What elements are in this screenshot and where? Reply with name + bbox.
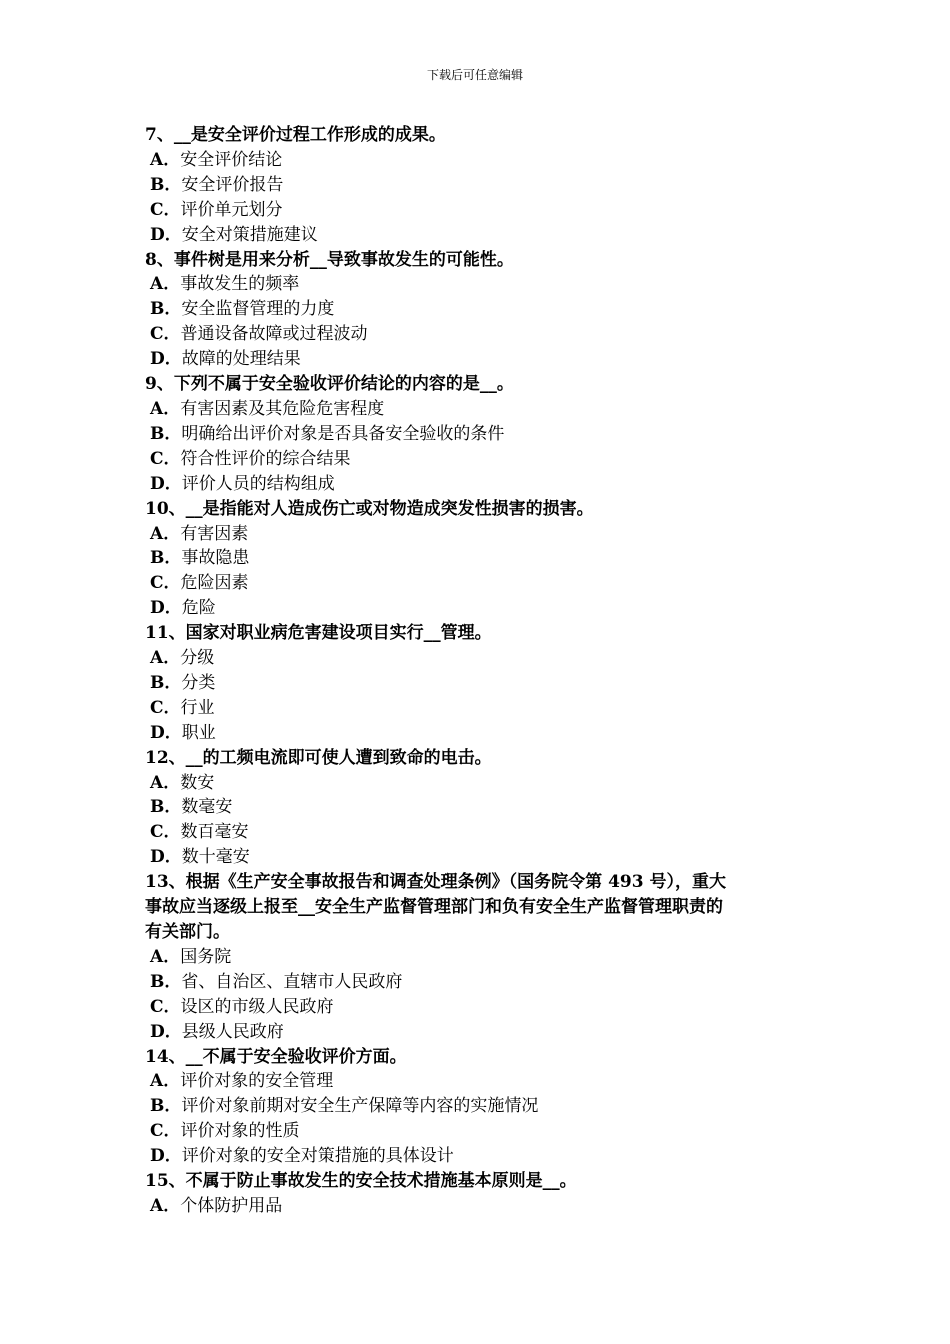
option-d: D．危险 bbox=[150, 598, 216, 619]
option-d: D．评价对象的安全对策措施的具体设计 bbox=[150, 1146, 454, 1167]
question-stem: 9、下列不属于安全验收评价结论的内容的是__。 bbox=[145, 374, 514, 395]
option-b: B．省、自治区、直辖市人民政府 bbox=[150, 971, 403, 992]
option-d: D．职业 bbox=[150, 722, 216, 743]
option-c: C．数百毫安 bbox=[150, 822, 249, 843]
option-c: C．评价对象的性质 bbox=[150, 1121, 300, 1142]
option-c: C．行业 bbox=[150, 697, 215, 718]
question-list bbox=[145, 123, 810, 1219]
option-d: D．安全对策措施建议 bbox=[150, 224, 318, 245]
option-c: C．普通设备故障或过程波动 bbox=[150, 324, 368, 345]
option-b: B．评价对象前期对安全生产保障等内容的实施情况 bbox=[150, 1096, 539, 1117]
question-stem: 14、__不属于安全验收评价方面。 bbox=[145, 1046, 407, 1067]
option-d: D．数十毫安 bbox=[150, 847, 250, 868]
question-stem-line: 有关部门。 bbox=[145, 922, 230, 942]
option-a: A．个体防护用品 bbox=[150, 1195, 283, 1216]
option-c: C．评价单元划分 bbox=[150, 199, 283, 220]
question-stem: 7、__是安全评价过程工作形成的成果。 bbox=[145, 125, 446, 145]
question-stem: 8、事件树是用来分析__导致事故发生的可能性。 bbox=[145, 249, 514, 270]
option-d: D．县级人民政府 bbox=[150, 1021, 284, 1042]
question-stem: 11、国家对职业病危害建设项目实行__管理。 bbox=[145, 623, 492, 644]
question-stem-line: 13、根据《生产安全事故报告和调查处理条例》（国务院令第 493 号），重大 bbox=[145, 872, 726, 893]
option-a: A．分级 bbox=[150, 648, 215, 669]
option-b: B．事故隐患 bbox=[150, 548, 250, 569]
question-stem: 10、__是指能对人造成伤亡或对物造成突发性损害的损害。 bbox=[145, 498, 594, 519]
option-a: A．国务院 bbox=[150, 946, 232, 967]
option-a: A．评价对象的安全管理 bbox=[150, 1071, 334, 1092]
option-b: B．数毫安 bbox=[150, 797, 233, 818]
option-a: A．有害因素 bbox=[150, 523, 249, 544]
option-a: A．安全评价结论 bbox=[150, 149, 283, 170]
option-d: D．评价人员的结构组成 bbox=[150, 473, 335, 494]
option-b: B．安全监督管理的力度 bbox=[150, 299, 335, 320]
option-c: C．设区的市级人民政府 bbox=[150, 996, 334, 1017]
option-c: C．符合性评价的综合结果 bbox=[150, 448, 351, 469]
option-b: B．明确给出评价对象是否具备安全验收的条件 bbox=[150, 423, 505, 444]
question-stem: 12、__的工频电流即可使人遭到致命的电击。 bbox=[145, 747, 492, 768]
option-a: A．有害因素及其危险危害程度 bbox=[150, 398, 385, 419]
option-b: B．安全评价报告 bbox=[150, 174, 284, 195]
option-a: A．数安 bbox=[150, 772, 215, 793]
question-stem: 15、不属于防止事故发生的安全技术措施基本原则是__。 bbox=[145, 1171, 577, 1192]
option-b: B．分类 bbox=[150, 672, 216, 693]
option-a: A．事故发生的频率 bbox=[150, 274, 300, 295]
option-c: C．危险因素 bbox=[150, 573, 249, 594]
question-stem-line: 事故应当逐级上报至__安全生产监督管理部门和负有安全生产监督管理职责的 bbox=[145, 897, 723, 918]
option-d: D．故障的处理结果 bbox=[150, 349, 301, 370]
page-header: 下载后可任意编辑 bbox=[426, 68, 523, 82]
